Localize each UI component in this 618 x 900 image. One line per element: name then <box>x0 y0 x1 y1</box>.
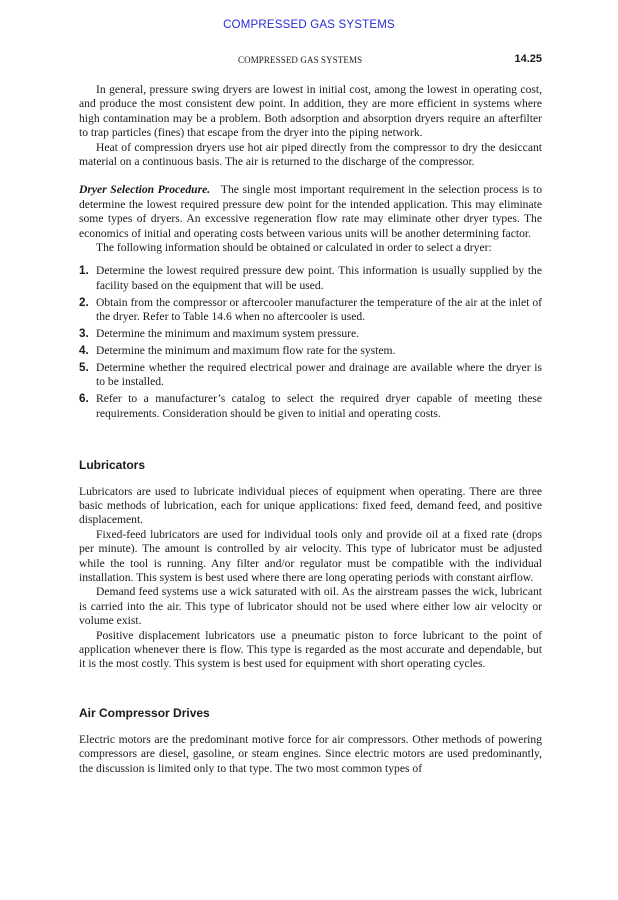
dryers-paragraph-1: In general, pressure swing dryers are lowest in initial cost, among the lowest in operating cost, and produce the most consistent dew point. In addition, they are more efficient in systems where high contamination may be a problem. Both adsorption and absorption dryers require an afterfilter to trap particles (fines) that escape from the dryer into the piping network. <box>79 83 542 140</box>
list-item-number: 2. <box>79 295 89 309</box>
selection-heading: Dryer Selection Procedure. <box>79 183 211 197</box>
list-item-number: 6. <box>79 392 89 406</box>
page-number: 14.25 <box>514 53 542 65</box>
list-item-text: Determine the minimum and maximum system pressure. <box>96 327 360 341</box>
drives-heading: Air Compressor Drives <box>79 705 210 720</box>
list-item-number: 1. <box>79 264 89 278</box>
lubricators-paragraph-2: Fixed-feed lubricators are used for individual tools only and provide oil at a fixed rate (drops per minute). The amount is controlled by air velocity. This type of lubricator must be adjusted while the tool is running. Any filter and/or regulator must be compatible with the individual installation. This system is best used where there are long operating periods with constant airflow. <box>79 527 542 584</box>
top-banner: COMPRESSED GAS SYSTEMS <box>223 19 395 31</box>
running-head: COMPRESSED GAS SYSTEMS <box>238 55 363 65</box>
list-item-number: 4. <box>79 344 89 357</box>
list-item <box>79 327 542 341</box>
selection-paragraph-2: The following information should be obtained or calculated in order to select a dryer: <box>96 241 492 255</box>
list-item <box>79 392 542 421</box>
dryers-paragraph-2: Heat of compression dryers use hot air piped directly from the compressor to dry the desiccant material on a continuous basis. The air is returned to the discharge of the compressor. <box>79 140 542 169</box>
lubricators-paragraph-1: Lubricators are used to lubricate individual pieces of equipment when operating. There are three basic methods of lubrication, each for unique applications: fixed feed, demand feed, and positive displacement. <box>79 484 542 527</box>
list-item-text: Determine the minimum and maximum flow rate for the system. <box>96 344 396 357</box>
selection-steps <box>79 264 542 421</box>
page-body <box>79 83 542 776</box>
lubricators-heading: Lubricators <box>79 457 146 472</box>
drives-paragraph-1: Electric motors are the predominant motive force for air compressors. Other methods of powering compressors are diesel, gasoline, or steam engines. Since electric motors are used predominantly, the discussion is limited only to that type. The two most common types of <box>79 732 542 775</box>
selection-text: The single most important requirement in the selection process is to determine the lowest required pressure dew point for the intended application. This may eliminate some types of dryers. An excessive regeneration flow rate may eliminate other dryer types. The economics of initial and operating costs between various units will be another determining factor. <box>79 183 543 240</box>
list-item-text: Refer to a manufacturer’s catalog to select the required dryer capable of meeting these requirements. Consideration should be given to initial and operating costs. <box>96 392 542 420</box>
list-item-text: Determine whether the required electrical power and drainage are available where the dryer is to be installed. <box>96 360 542 389</box>
list-item <box>79 344 542 358</box>
selection-paragraph-1 <box>79 183 542 241</box>
lubricators-paragraph-4: Positive displacement lubricators use a pneumatic piston to force lubricant to the point of application whenever there is flow. This type is regarded as the most accurate and dependable, but it is the most costly. This system is best used for equipment with short operating cycles. <box>79 628 542 671</box>
list-item-number: 5. <box>79 360 89 374</box>
list-item-text: Obtain from the compressor or aftercooler manufacturer the temperature of the air at the inlet of the dryer. Refer to Table 14.6 when no aftercooler is used. <box>96 295 542 324</box>
list-item <box>79 264 542 293</box>
list-item-number: 3. <box>79 327 89 341</box>
lubricators-paragraph-3: Demand feed systems use a wick saturated with oil. As the airstream passes the wick, lubricant is carried into the air. This type of lubricator should not be used where either low air velocity or volume exist. <box>79 585 542 628</box>
list-item <box>79 361 542 390</box>
list-item <box>79 296 542 325</box>
list-item-text: Determine the lowest required pressure dew point. This information is usually supplied by the facility based on the equipment that will be used. <box>96 264 542 292</box>
